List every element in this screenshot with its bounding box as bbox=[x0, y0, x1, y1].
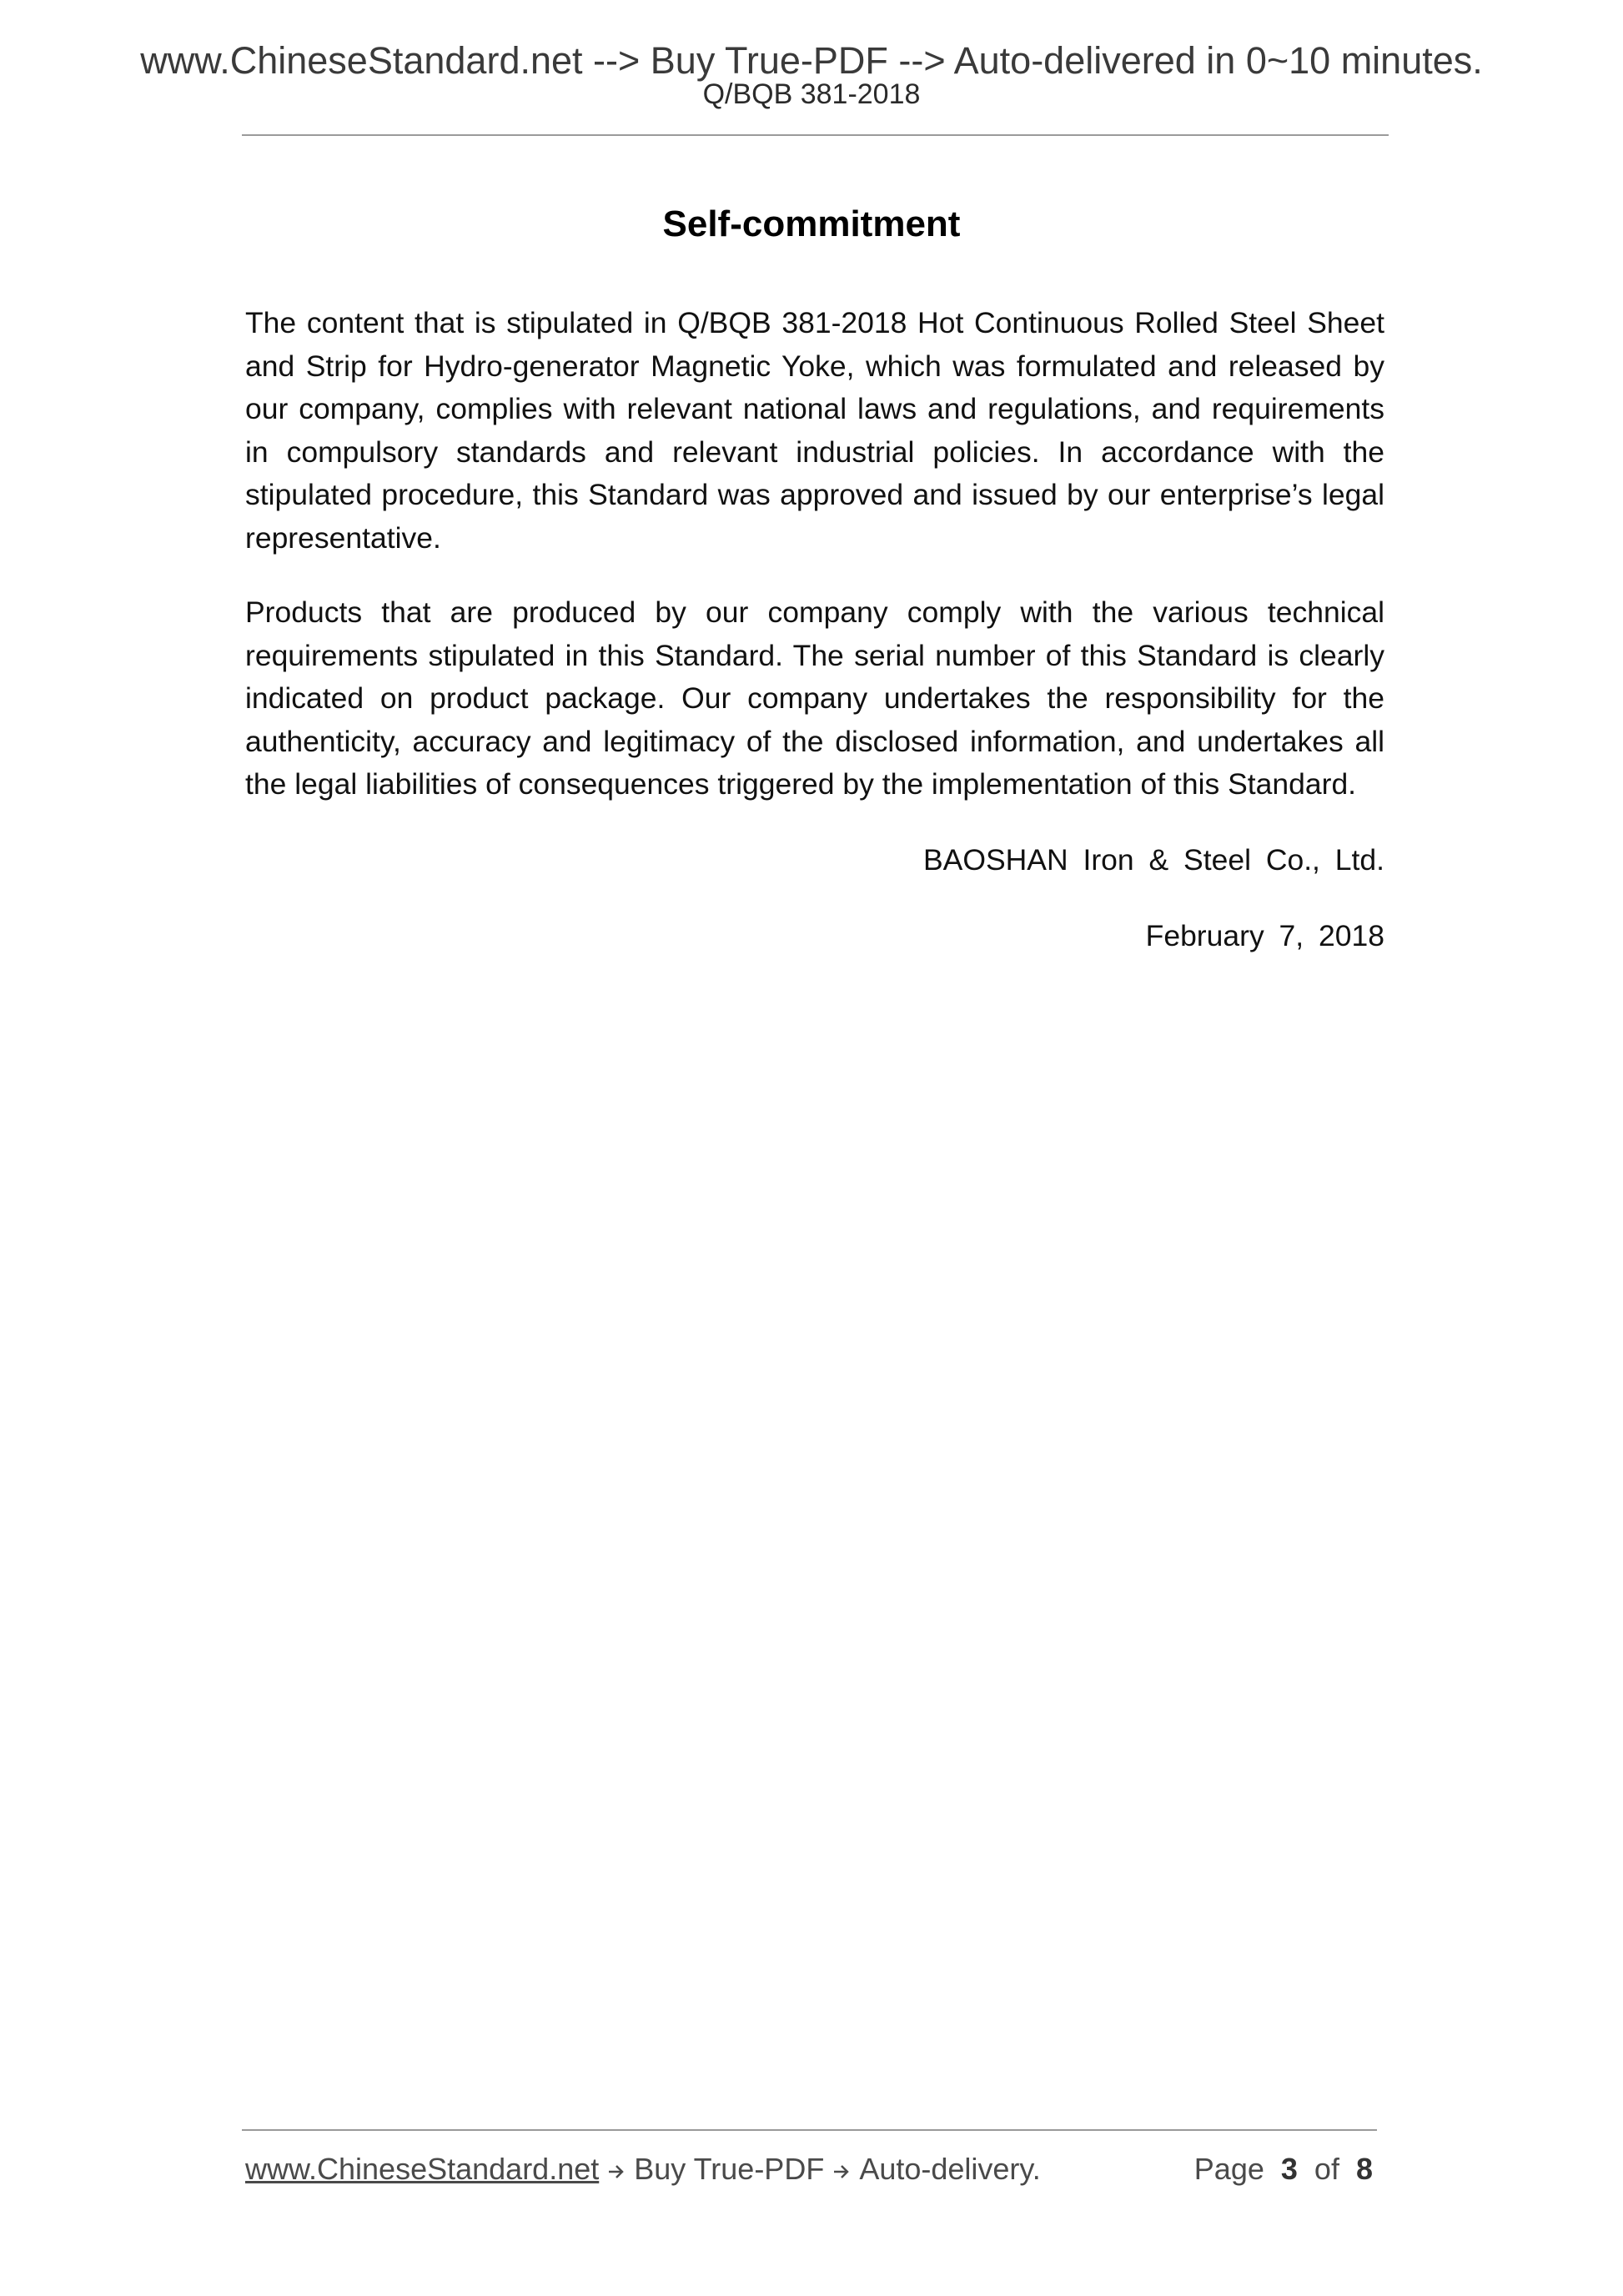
company-signature: BAOSHAN Iron & Steel Co., Ltd. bbox=[923, 843, 1384, 877]
paragraph-commitment-products: Products that are produced by our company comply with the various technical requirements stipulated in this Standard. The serial number of this Standard is clearly indicated on product package. Our company undertakes the responsibility for the authenticity, accuracy and legitimacy of the disclosed information, and undertakes all the legal liabilities of consequences triggered by the implementation of this Standard. bbox=[245, 595, 1384, 801]
footer-promo bbox=[245, 2154, 1041, 2186]
page-indicator bbox=[1194, 2154, 1373, 2184]
page-total: 8 bbox=[1355, 2152, 1373, 2186]
arrow-right-icon bbox=[832, 2156, 851, 2186]
page-current: 3 bbox=[1280, 2152, 1298, 2186]
page-title: Self-commitment bbox=[662, 203, 961, 244]
standard-code-header: Q/BQB 381-2018 bbox=[702, 78, 921, 110]
footer-site-link[interactable]: www.ChineseStandard.net bbox=[245, 2152, 600, 2186]
header-divider bbox=[242, 134, 1389, 136]
page-of-label: of bbox=[1314, 2152, 1339, 2186]
footer-divider bbox=[242, 2129, 1377, 2131]
footer-delivery-text: Auto-delivery. bbox=[859, 2152, 1041, 2186]
promo-banner: www.ChineseStandard.net --> Buy True-PDF --> Auto-delivered in 0~10 minutes. bbox=[140, 39, 1483, 82]
signature-date: February 7, 2018 bbox=[1145, 919, 1384, 952]
paragraph-commitment-content: The content that is stipulated in Q/BQB 381-2018 Hot Continuous Rolled Steel Sheet and Strip for Hydro-generator Magnetic Yoke, which was formulated and released by our company, complies with relevant national laws and regulations, and requirements in compulsory standards and relevant industrial policies. In accordance with the stipulated procedure, this Standard was approved and issued by our enterprise’s legal representative. bbox=[245, 306, 1384, 555]
arrow-right-icon bbox=[607, 2156, 626, 2186]
page-label: Page bbox=[1193, 2152, 1264, 2186]
footer-buy-text: Buy True-PDF bbox=[634, 2152, 825, 2186]
